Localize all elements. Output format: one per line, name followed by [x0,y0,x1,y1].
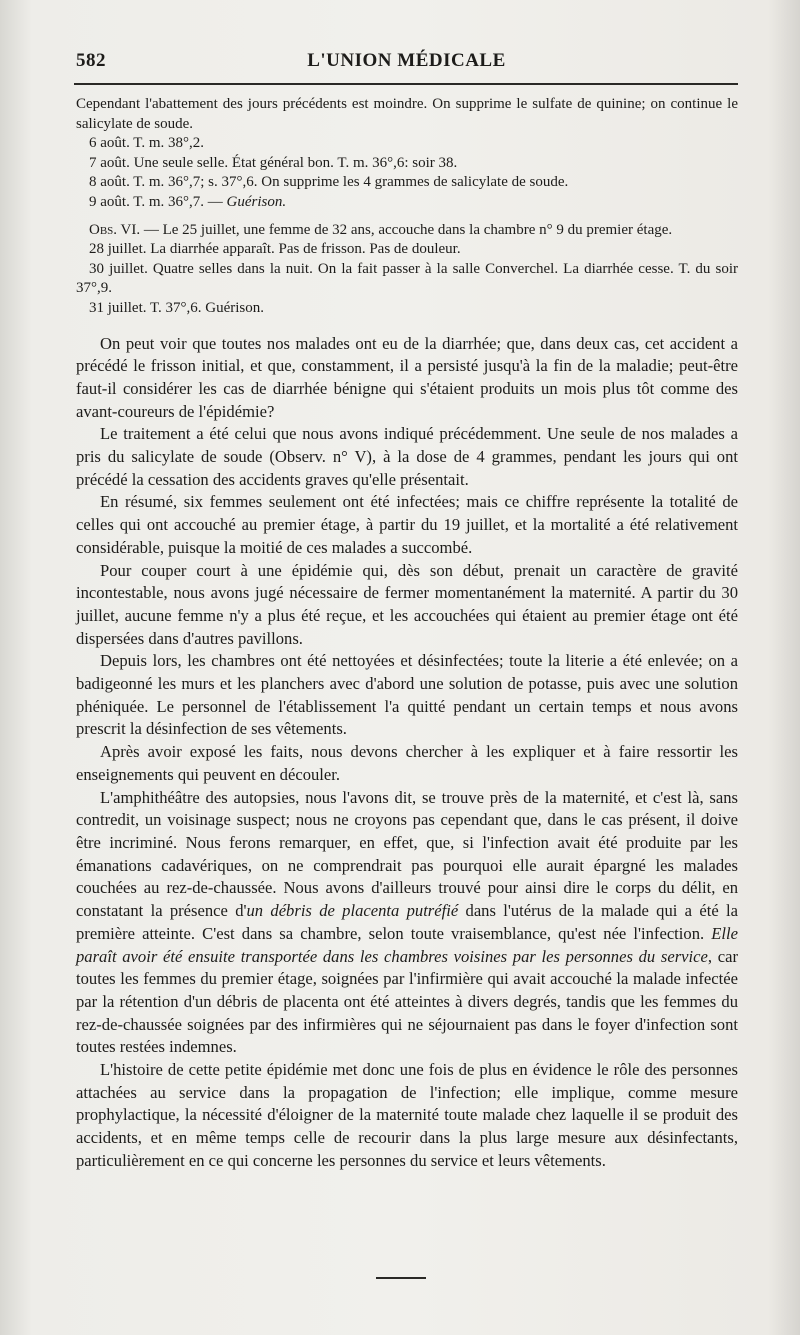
obs-line: 28 juillet. La diarrhée apparaît. Pas de frisson. Pas de douleur. [89,241,461,258]
body-text [76,333,738,1173]
journal-title: L'UNION MÉDICALE [307,50,506,71]
paragraph: Le traitement a été celui que nous avons indiqué précédemment. Une seule de nos malades a pris du salicylate de soude (Observ. n° V), à la dose de 4 grammes, pendant les jours qui ont précédé la cessation des accidents graves qu'elle présentait. [76,424,738,489]
obs-line: 7 août. Une seule selle. État général bon. T. m. 36°,6: soir 38. [89,154,458,171]
obs-line: 8 août. T. m. 36°,7; s. 37°,6. On supprime les 4 grammes de salicylate de soude. [89,174,569,191]
paragraph: Après avoir exposé les faits, nous devons chercher à les expliquer et à faire ressortir les enseignements qui peuvent en découler. [76,742,738,784]
paragraph: Depuis lors, les chambres ont été nettoyées et désinfectées; toute la literie a été enlevée; on a badigeonné les murs et les planchers avec d'abord une solution de potasse, puis avec une solution phéniquée. Le personnel de l'établissement l'a quitté pendant un certain temps et nous avons prescrit la désinfection de ses vêtements. [76,651,738,739]
page-number: 582 [76,50,106,71]
page-content [76,95,738,1173]
paragraph-text: L'amphithéâtre des autopsies, nous l'avons dit, se trouve près de la maternité, et c'est là, sans contredit, un voisinage suspect; nous ne croyons pas cependant que, dans le cas présent, il doive être incriminé. Nous ferons remarquer, en effet, que, si l'infection avait été produite par les émanations cadavériques, on ne comprendrait pas pourquoi elle aurait épargné les malades couchées au rez-de-chaussée. Nous avons d'ailleurs trouvé pour ainsi dire le corps du délit, en constatant la présence d' [76,787,738,921]
paragraph: Pour couper court à une épidémie qui, dès son début, prenait un caractère de gravité incontestable, nous avons jugé nécessaire de fermer momentanément la maternité. A partir du 30 juillet, aucune femme n'y a plus été reçue, et les accouchées qui étaient au premier étage ont été dispersées dans d'autres pavillons. [76,560,738,648]
paragraph: En résumé, six femmes seulement ont été infectées; mais ce chiffre représente la totalité de celles qui ont accouché au premier étage, à partir du 19 juillet, et la mortalité a été relativement considérable, puisque la moitié de ces malades a succombé. [76,492,738,557]
obs-line-text: — Le 25 juillet, une femme de 32 ans, accouche dans la chambre n° 9 du premier étage. [140,221,673,238]
observations-block [76,95,738,319]
paragraph-text: , car toutes les femmes du premier étage, soignées par l'infirmière qui avait accouché la malade infectée par la rétention d'un débris de placenta ont été atteintes à divers degrés, tandis que les femmes du rez-de-chaussée soignées par des infirmières qui ne séjournaient pas dans le foyer d'infection sont toutes restées indemnes. [76,946,738,1057]
obs-line: Cependant l'abattement des jours précédents est moindre. On supprime le sulfate de quinine; on continue le salicylate de soude. [76,96,738,132]
end-rule [376,1277,426,1279]
header-rule [74,83,738,85]
paragraph-text: dans l'utérus de la malade qui a été la première atteinte. C'est dans sa chambre, selon toute vraisemblance, qu'est née l'infection. [76,901,738,943]
obs-line-text: 9 août. T. m. 36°,7. — [89,193,227,210]
cure-word: Guérison. [226,193,287,210]
paragraph: On peut voir que toutes nos malades ont eu de la diarrhée; que, dans deux cas, cet accident a précédé le frisson initial, et que, constamment, il a persisté jusqu'à la fin de la maladie; peut-être faut-il considérer les cas de diarrhée bénigne qui s'étaient produits un mois plus tôt comme des avant-coureurs de l'épidémie? [76,333,738,421]
obs-line: 31 juillet. T. 37°,6. Guérison. [89,299,265,316]
running-header [76,44,737,74]
obs-heading-line [76,221,738,241]
paragraph [76,787,738,1059]
italic-phrase: Elle paraît avoir été ensuite transportée dans les chambres voisines par les personnes du service [76,923,738,966]
obs-label: Obs. VI. [89,221,141,238]
obs-line: 6 août. T. m. 38°,2. [89,135,205,152]
italic-phrase: un débris de placenta putréfié [246,901,459,921]
obs-line [76,193,738,213]
paragraph: L'histoire de cette petite épidémie met donc une fois de plus en évidence le rôle des personnes attachées au service dans la propagation de l'infection; elle implique, comme mesure prophylactique, la nécessité d'éloigner de la maternité toute malade chez laquelle il se produit des accidents, et en même temps celle de recourir dans la plus large mesure aux désinfectants, particulièrement en ce qui concerne les personnes du service et leurs vêtements. [76,1060,738,1170]
obs-line: 30 juillet. Quatre selles dans la nuit. On la fait passer à la salle Converchel. La diarrhée cesse. T. du soir 37°,9. [76,260,738,297]
